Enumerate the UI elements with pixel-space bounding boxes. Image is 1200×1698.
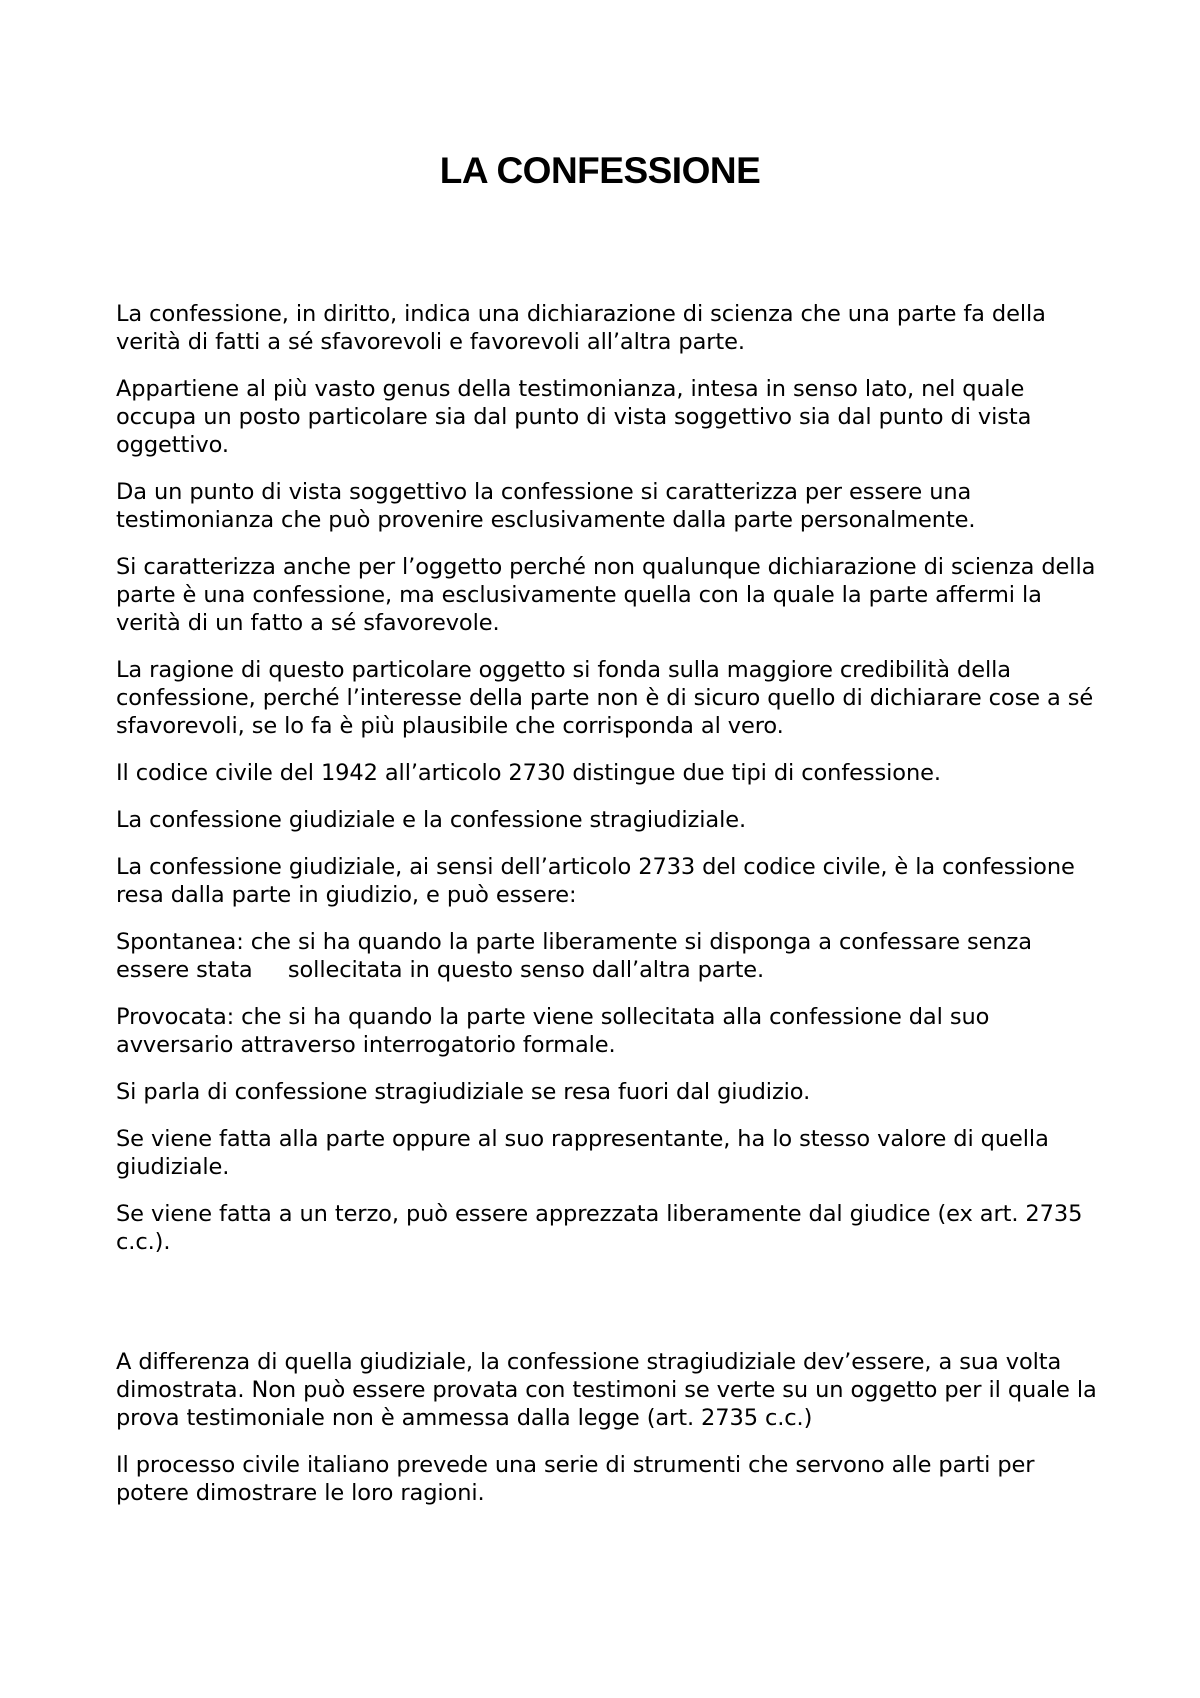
paragraph: Spontanea: che si ha quando la parte liberamente si disponga a confessare senza essere stata sollecitata in questo senso dall’altra parte.	[116, 929, 1039, 983]
paragraph: Se viene fatta a un terzo, può essere apprezzata liberamente dal giudice (ex art. 2735 c.c.).	[116, 1201, 1083, 1255]
paragraph: Appartiene al più vasto genus della testimonianza, intesa in senso lato, nel quale occupa un posto particolare sia dal punto di vista soggettivo sia dal punto di vista oggettivo.	[116, 376, 1032, 458]
paragraph: Si parla di confessione stragiudiziale se resa fuori dal giudizio.	[116, 1079, 811, 1105]
paragraph: La confessione giudiziale, ai sensi dell’articolo 2733 del codice civile, è la confessione resa dalla parte in giudizio, e può essere:	[116, 854, 1075, 908]
paragraph: La confessione giudiziale e la confessione stragiudiziale.	[116, 807, 747, 833]
paragraph: Provocata: che si ha quando la parte viene sollecitata alla confessione dal suo avversario attraverso interrogatorio formale.	[116, 1004, 990, 1058]
paragraph: Si caratterizza anche per l’oggetto perché non qualunque dichiarazione di scienza della parte è una confessione, ma esclusivamente quella con la quale la parte affermi la verità di un fatto a sé sfavorevole.	[116, 554, 1096, 636]
paragraph: La confessione, in diritto, indica una dichiarazione di scienza che una parte fa della verità di fatti a sé sfavorevoli e favorevoli all’altra parte.	[116, 301, 1046, 355]
paragraph: Se viene fatta alla parte oppure al suo rappresentante, ha lo stesso valore di quella giudiziale.	[116, 1126, 1049, 1180]
paragraph: Il processo civile italiano prevede una serie di strumenti che servono alle parti per potere dimostrare le loro ragioni.	[116, 1452, 1035, 1506]
document-title: LA CONFESSIONE	[439, 150, 761, 191]
document-body	[116, 300, 1106, 1526]
paragraph: Il codice civile del 1942 all’articolo 2730 distingue due tipi di confessione.	[116, 760, 941, 786]
paragraph: La ragione di questo particolare oggetto si fonda sulla maggiore credibilità della confessione, perché l’interesse della parte non è di sicuro quello di dichiarare cose a sé sfavorevoli, se lo fa è più plausibile che corrisponda al vero.	[116, 657, 1094, 739]
paragraph: Da un punto di vista soggettivo la confessione si caratterizza per essere una testimonianza che può provenire esclusivamente dalla parte personalmente.	[116, 479, 976, 533]
paragraph: A differenza di quella giudiziale, la confessione stragiudiziale dev’essere, a sua volta dimostrata. Non può essere provata con testimoni se verte su un oggetto per il quale la prova testimoniale non è ammessa dalla legge (art. 2735 c.c.)	[116, 1349, 1097, 1431]
